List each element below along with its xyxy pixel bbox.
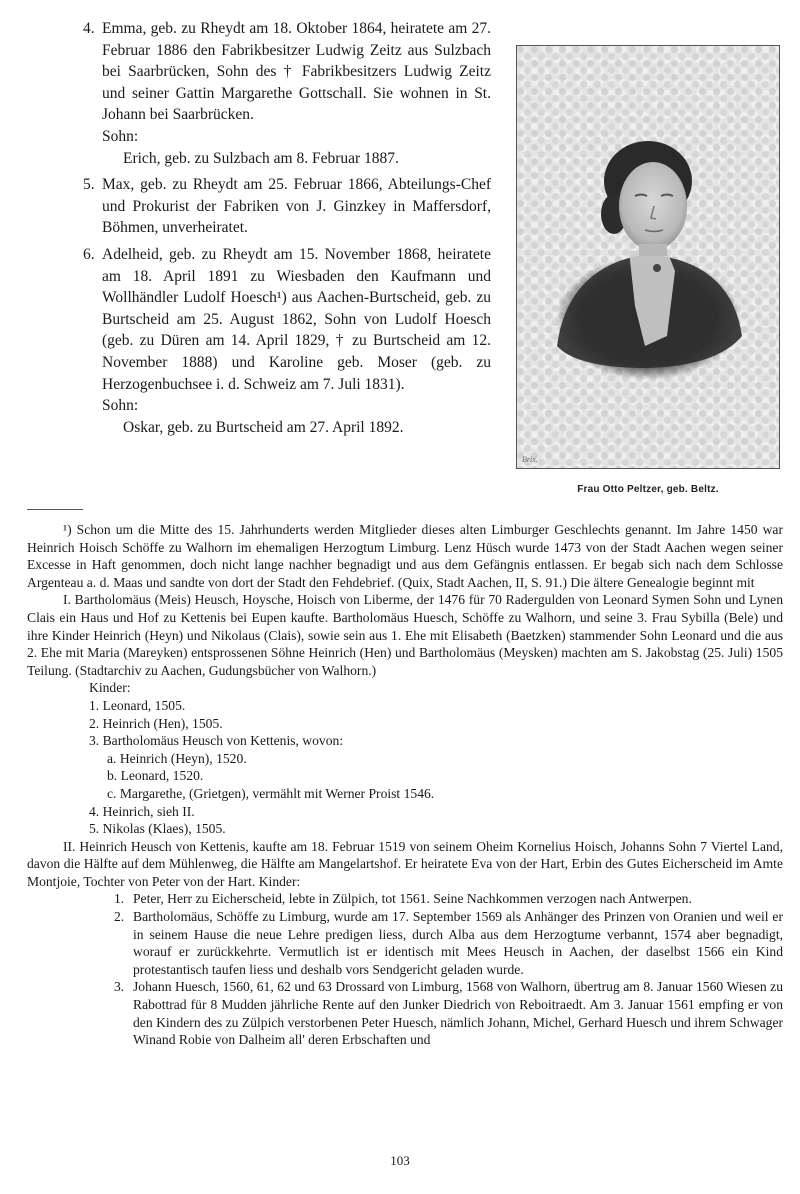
entry-4 [83,18,491,169]
child-text: Peter, Herr zu Eicherscheid, lebte in Zülpich, tot 1561. Seine Nachkommen verzogen nach Antwerpen. [133,891,692,907]
entry-6 [83,244,491,438]
section-II-child [114,890,783,908]
portrait-woman-illustration [517,46,779,468]
entry-number: 5. [83,176,95,194]
section-II-child [114,978,783,1048]
entry-text: Max, geb. zu Rheydt am 25. Februar 1866, Abteilungs-Chef und Prokurist der Fabriken von J. Ginzkey in Maffersdorf, Böhmen, unverheiratet. [102,176,491,237]
entry-number: 6. [83,245,95,263]
portrait-photo [516,45,780,469]
entry-text: Adelheid, geb. zu Rheydt am 15. November 1868, heiratete am 18. April 1891 zu Wiesbaden den Kaufmann und Wollhändler Ludolf Hoesch¹) aus Aachen-Burtscheid, geb. zu Burtscheid am 25. August 1862, Sohn von Ludolf Hoesch (geb. zu Düren am 14. April 1829, † zu Burtscheid am 12. November 1888) und Karoline geb. Moser (geb. zu Herzogenbuchsee i. d. Schweiz am 7. Juli 1831). [102,245,491,393]
kinder-sub-item: a. Heinrich (Heyn), 1520. [107,750,247,766]
kinder-sub-item: c. Margarethe, (Grietgen), vermählt mit Werner Proist 1546. [107,785,435,801]
section-II-children [27,890,783,1048]
child-line: Erich, geb. zu Sulzbach am 8. Februar 1887. [123,149,399,167]
section-I: I. Bartholomäus (Meis) Heusch, Hoysche, Hoisch von Liberme, der 1476 für 70 Radergulden von Leonard Symen Sohn und Lynen Clais ein Haus und Hof zu Kettenis bei Eupen kaufte. Bartholomäus Huesch, Schöffe zu Walhorn, und seine 3. Frau Sybilla (Bele) und ihre Kinder Heinrich (Heyn) und Nikolaus (Clais), sowie sein aus 1. Ehe mit Elisabeth (Baetzken) stammender Sohn Leonard und die aus 2. Ehe mit Maria (Mareyken) entsprossenen Söhne Heinrich (Hen) und Bartholomäus (Meysken) machten am S. Jakobstag (25. Juli) 1505 Teilung. (Stadtarchiv zu Aachen, Gudungsbücher von Walhorn.) [27,592,783,678]
kinder-list [27,679,783,837]
child-number: 2. [114,909,125,925]
kinder-item: 3. Bartholomäus Heusch von Kettenis, wovon: [89,733,344,749]
footnote-rule [27,509,83,510]
child-text: Johann Huesch, 1560, 61, 62 und 63 Drossard von Limburg, 1568 von Walhorn, übertrug am 8. Januar 1560 Wiesen zu Rabottrad für 8 Mudden jährliche Rente auf den Junker Diedrich von Reboitraedt. Am 3. Januar 1561 empfing er von den Kindern des zu Zülpich verstorbenen Peter Huesch, nämlich Johann, Michel, Gerhard Huesch und ihrem Schwager Winand Robie von Dalheim all' deren Erbschaften und [133,979,783,1048]
child-number: 3. [114,979,125,995]
section-II: II. Heinrich Heusch von Kettenis, kaufte am 18. Februar 1519 von seinem Oheim Kornelius Hoisch, Johanns Sohn 7 Viertel Land, davon die Hälfte auf dem Mühlenweg, die Hälfte am Mangelartshof. Er heiratete Eva von der Hart, Erbin des Gutes Eicherscheid im Amte Montjoie, Tochter von Peter von der Hart. Kinder: [27,838,783,889]
page-number: 103 [390,1153,410,1168]
entry-5 [83,174,491,239]
family-entries [83,18,491,438]
entry-text: Emma, geb. zu Rheydt am 18. Oktober 1864, heiratete am 27. Februar 1886 den Fabrikbesitzer Ludwig Zeitz aus Sulzbach bei Saarbrücken, Sohn des † Fabrikbesitzers Ludwig Zeitz und seiner Gattin Margarethe Gottschall. Sie wohnen in St. Johann bei Saarbrücken. [102,20,491,124]
section-II-child [114,908,783,978]
child-line: Oskar, geb. zu Burtscheid am 27. April 1892. [123,418,404,436]
kinder-item: 1. Leonard, 1505. [89,697,186,713]
kinder-label: Kinder: [89,680,131,696]
footnote [27,521,783,1049]
children-label: Sohn: [102,397,139,415]
portrait-caption: Frau Otto Peltzer, geb. Beltz. [577,484,719,495]
kinder-item: 5. Nikolas (Klaes), 1505. [89,821,226,837]
entry-number: 4. [83,20,95,37]
kinder-item: 2. Heinrich (Hen), 1505. [89,715,223,731]
photographer-signature: Brix. [522,455,538,464]
children-label: Sohn: [102,127,139,145]
child-text: Bartholomäus, Schöffe zu Limburg, wurde am 17. September 1569 als Anhänger des Prinzen von Oranien und weil er in seinem Hause die neue Lehre predigen liess, durch Alba aus dem Herzogtume verbannt, 1574 aber begnadigt, worauf er zurückkehrte. Vermutlich ist er identisch mit Mees Heusch in Aachen, der daselbst 1566 ein Kind protestantisch taufen liess und deshalb vors Sendgericht geladen wurde. [133,909,783,977]
footnote-intro: ¹) Schon um die Mitte des 15. Jahrhunderts werden Mitglieder dieses alten Limburger Geschlechts genannt. Im Jahre 1450 war Heinrich Hoisch Schöffe zu Walhorn im ehemaligen Herzogtum Limburg. Lenz Hüsch wurde 1473 von der Stadt Aachen wegen seiner Excesse in Haft genommen, doch nicht lange nachher begnadigt und aus dem Gefängnis entlassen. Er begab sich nach dem Schlosse Argenteau a. d. Maas und sandte von dort der Stadt den Fehdebrief. (Quix, Stadt Aachen, II, S. 91.) Die ältere Genealogie beginnt mit [27,522,783,590]
kinder-item: 4. Heinrich, sieh II. [89,803,195,819]
kinder-sub-item: b. Leonard, 1520. [107,768,204,784]
child-number: 1. [114,891,125,907]
